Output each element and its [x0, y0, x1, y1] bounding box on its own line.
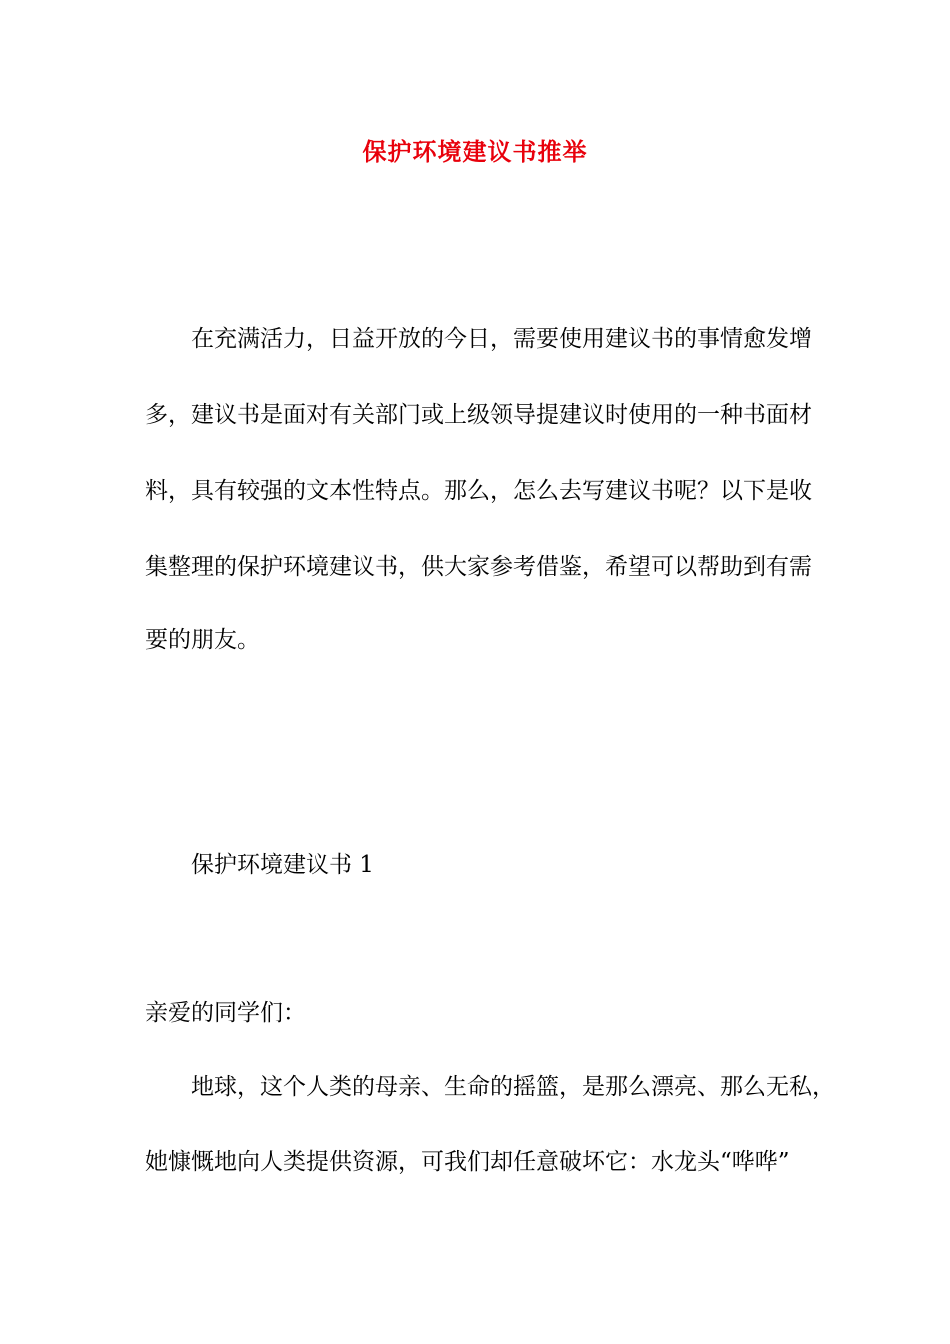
intro-line-2: 多，建议书是面对有关部门或上级领导提建议时使用的一种书面材	[145, 402, 812, 428]
intro-line-5: 要的朋友。	[145, 627, 260, 653]
body-line-2: 她慷慨地向人类提供资源，可我们却任意破坏它：水龙头“哗哗”	[145, 1149, 790, 1175]
section-heading: 保护环境建议书 1	[191, 852, 374, 878]
salutation: 亲爱的同学们：	[145, 1000, 306, 1026]
document-title: 保护环境建议书推举	[362, 137, 588, 166]
intro-line-3: 料，具有较强的文本性特点。那么，怎么去写建议书呢？以下是收	[145, 478, 812, 504]
intro-line-1: 在充满活力，日益开放的今日，需要使用建议书的事情愈发增	[191, 326, 812, 352]
body-line-1: 地球，这个人类的母亲、生命的摇篮，是那么漂亮、那么无私，	[191, 1074, 835, 1100]
intro-line-4: 集整理的保护环境建议书，供大家参考借鉴，希望可以帮助到有需	[145, 554, 812, 580]
